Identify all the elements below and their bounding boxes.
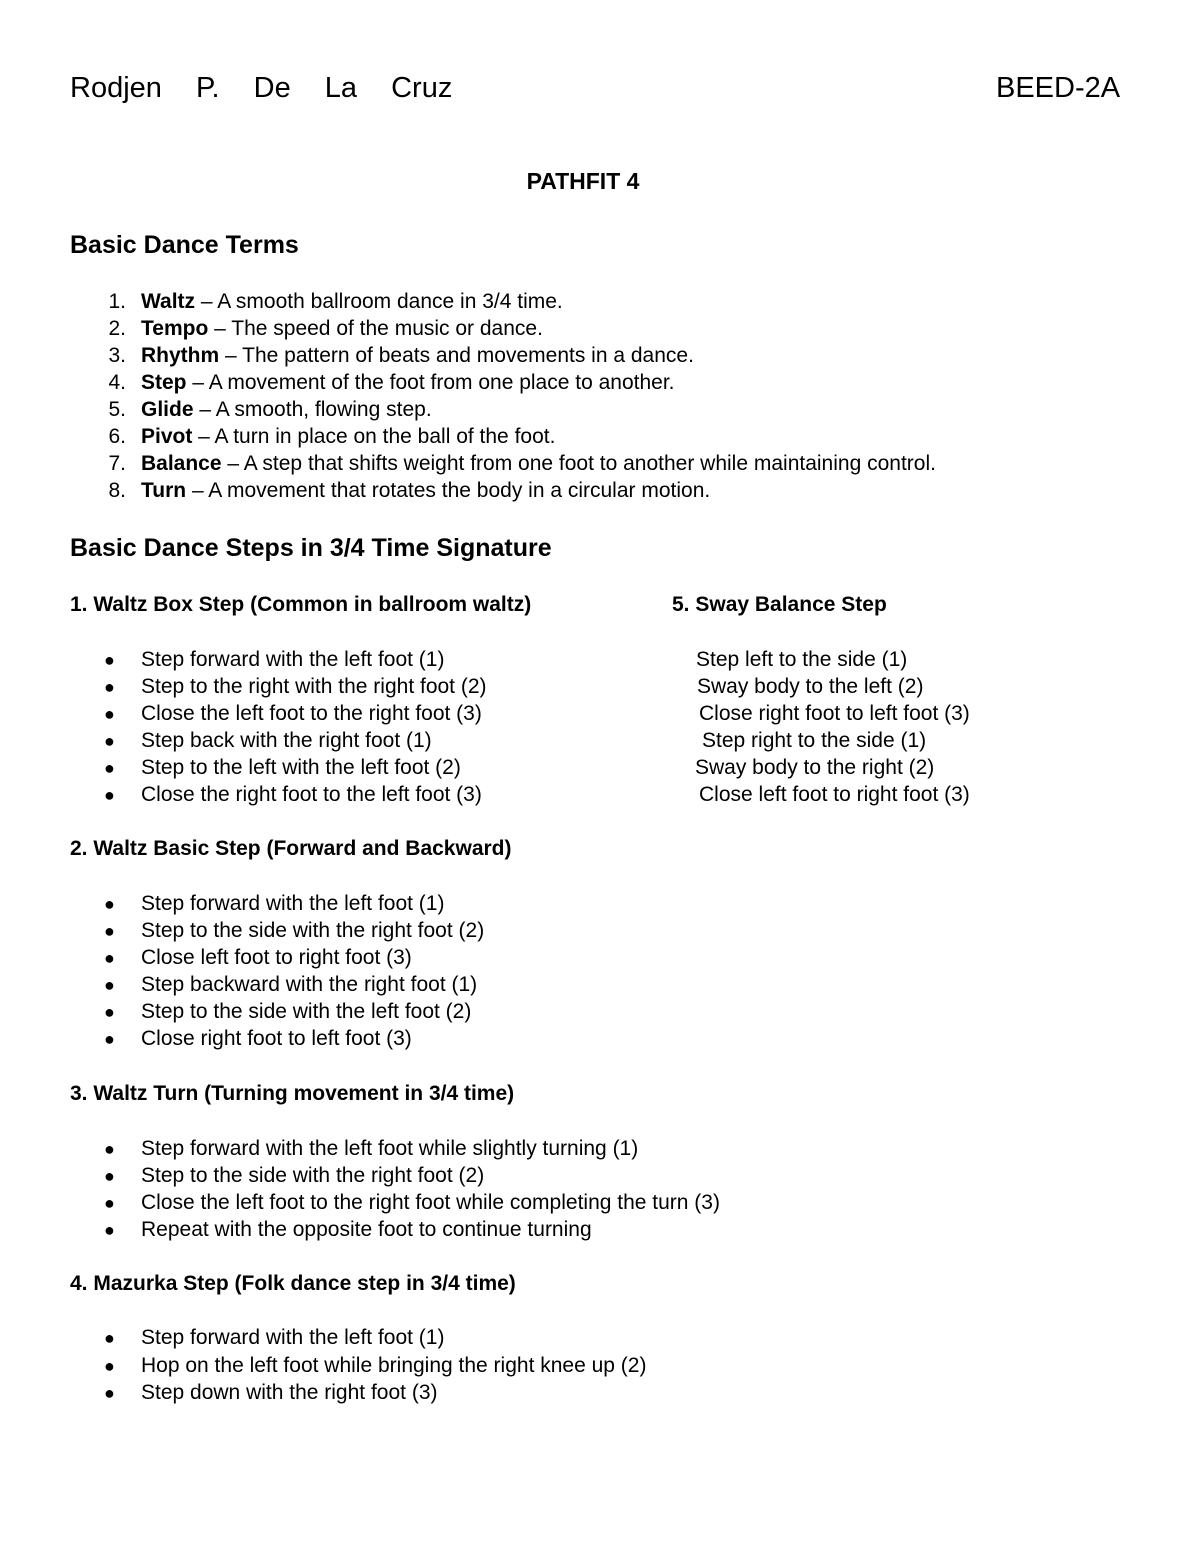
list-item: Step left to the side (1) <box>696 648 908 671</box>
term-text <box>141 290 563 314</box>
list-item: Step backward with the right foot (1) <box>141 973 478 996</box>
term-definition: – A movement of the foot from one place to another. <box>186 371 675 394</box>
term-definition: – A turn in place on the ball of the foot. <box>192 425 556 448</box>
term-name: Tempo <box>141 317 209 340</box>
list-item: Repeat with the opposite foot to continue turning <box>141 1218 592 1241</box>
bullet-icon: ● <box>104 785 115 805</box>
bullet-icon: ● <box>104 1139 115 1159</box>
term-definition: – The speed of the music or dance. <box>208 317 543 340</box>
term-name: Waltz <box>141 290 196 313</box>
list-item: Close the right foot to the left foot (3) <box>141 783 482 806</box>
list-item: Close right foot to left foot (3) <box>141 1027 412 1050</box>
term-text <box>141 479 710 503</box>
list-item: Step to the side with the right foot (2) <box>141 919 485 942</box>
steps-heading: Basic Dance Steps in 3/4 Time Signature <box>70 534 552 562</box>
bullet-icon: ● <box>104 1328 115 1348</box>
step2-heading: 2. Waltz Basic Step (Forward and Backward) <box>70 837 512 860</box>
list-item: Step back with the right foot (1) <box>141 729 432 752</box>
term-number: 6. <box>108 425 126 448</box>
list-item: Sway body to the left (2) <box>697 675 924 698</box>
step1-heading: 1. Waltz Box Step (Common in ballroom waltz) <box>70 593 532 616</box>
list-item: Step to the side with the right foot (2) <box>141 1164 485 1187</box>
bullet-icon: ● <box>104 948 115 968</box>
list-item: Step to the side with the left foot (2) <box>141 1000 472 1023</box>
term-number: 1. <box>108 290 126 313</box>
term-number: 2. <box>108 317 126 340</box>
list-item: Close the left foot to the right foot while completing the turn (3) <box>141 1191 720 1214</box>
bullet-icon: ● <box>104 894 115 914</box>
page-title: PATHFIT 4 <box>526 168 640 194</box>
bullet-icon: ● <box>104 1220 115 1240</box>
list-item: Step to the right with the right foot (2) <box>141 675 487 698</box>
class-section: BEED-2A <box>996 72 1121 104</box>
list-item: Step to the left with the left foot (2) <box>141 756 461 779</box>
list-item: Step down with the right foot (3) <box>141 1381 438 1404</box>
list-item: Sway body to the right (2) <box>695 756 935 779</box>
bullet-icon: ● <box>104 1193 115 1213</box>
term-number: 3. <box>108 344 126 367</box>
bullet-icon: ● <box>104 731 115 751</box>
term-name: Turn <box>141 479 187 502</box>
term-text <box>141 371 675 395</box>
term-text <box>141 344 694 368</box>
term-number: 7. <box>108 452 126 475</box>
bullet-icon: ● <box>104 1356 115 1376</box>
term-text <box>141 317 543 341</box>
list-item: Step forward with the left foot (1) <box>141 648 445 671</box>
term-text <box>141 425 555 449</box>
list-item: Hop on the left foot while bringing the right knee up (2) <box>141 1354 647 1377</box>
term-number: 4. <box>108 371 126 394</box>
step5-heading: 5. Sway Balance Step <box>672 593 887 616</box>
step4-heading: 4. Mazurka Step (Folk dance step in 3/4 time) <box>70 1272 516 1295</box>
bullet-icon: ● <box>104 1383 115 1403</box>
term-definition: – A movement that rotates the body in a circular motion. <box>186 479 711 502</box>
list-item: Close right foot to left foot (3) <box>699 702 970 725</box>
term-number: 5. <box>108 398 126 421</box>
bullet-icon: ● <box>104 921 115 941</box>
term-definition: – A step that shifts weight from one foot to another while maintaining control. <box>221 452 936 475</box>
bullet-icon: ● <box>104 975 115 995</box>
term-name: Rhythm <box>141 344 220 367</box>
term-definition: – The pattern of beats and movements in a dance. <box>219 344 694 367</box>
bullet-icon: ● <box>104 1002 115 1022</box>
list-item: Close left foot to right foot (3) <box>141 946 412 969</box>
list-item: Step forward with the left foot (1) <box>141 1326 445 1349</box>
list-item: Step right to the side (1) <box>702 729 927 752</box>
bullet-icon: ● <box>104 650 115 670</box>
term-name: Step <box>141 371 187 394</box>
term-text <box>141 452 936 476</box>
term-definition: – A smooth ballroom dance in 3/4 time. <box>195 290 563 313</box>
step3-heading: 3. Waltz Turn (Turning movement in 3/4 time) <box>70 1082 515 1105</box>
list-item: Step forward with the left foot (1) <box>141 892 445 915</box>
list-item: Close the left foot to the right foot (3) <box>141 702 482 725</box>
list-item: Step forward with the left foot while slightly turning (1) <box>141 1137 639 1160</box>
bullet-icon: ● <box>104 704 115 724</box>
term-name: Balance <box>141 452 222 475</box>
bullet-icon: ● <box>104 677 115 697</box>
list-item: Close left foot to right foot (3) <box>699 783 970 806</box>
term-name: Pivot <box>141 425 193 448</box>
bullet-icon: ● <box>104 1166 115 1186</box>
bullet-icon: ● <box>104 1029 115 1049</box>
term-definition: – A smooth, flowing step. <box>193 398 432 421</box>
student-name: Rodjen P. De La Cruz <box>70 72 453 104</box>
bullet-icon: ● <box>104 758 115 778</box>
terms-heading: Basic Dance Terms <box>70 231 299 259</box>
term-text <box>141 398 432 422</box>
term-name: Glide <box>141 398 194 421</box>
term-number: 8. <box>108 479 126 502</box>
